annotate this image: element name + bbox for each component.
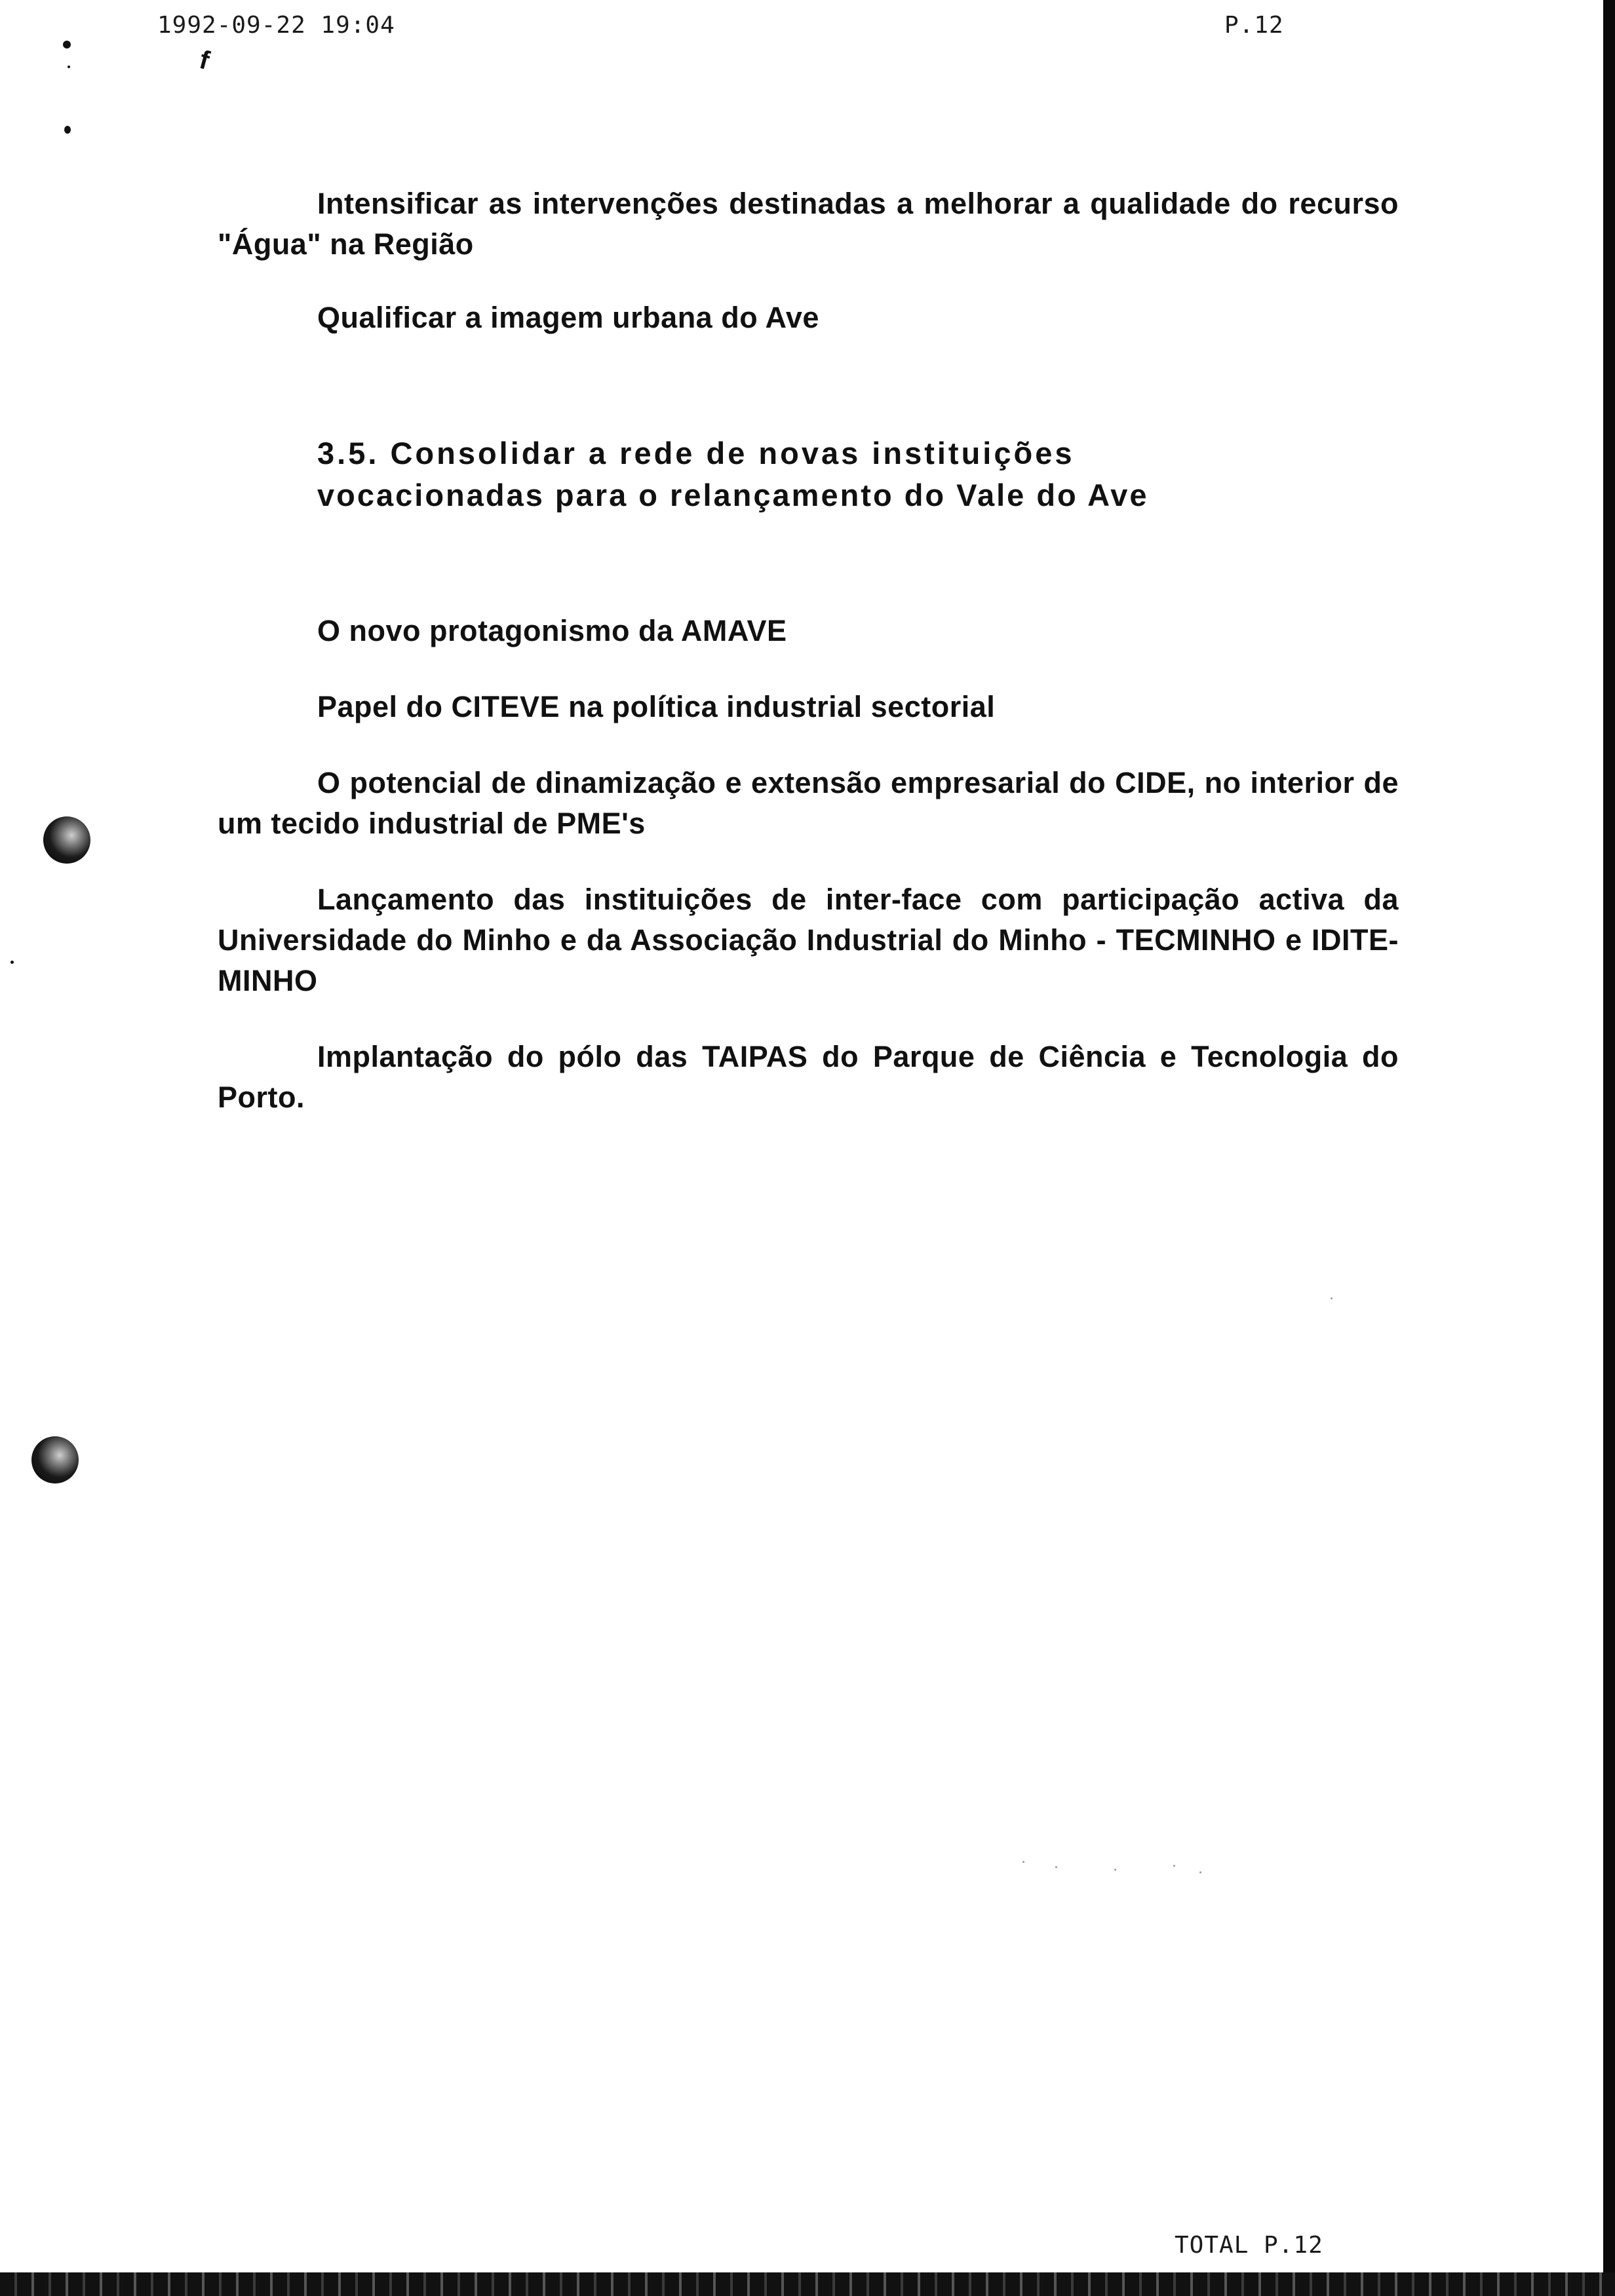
scan-edge-bottom (0, 2272, 1615, 2296)
section-heading-line1: 3.5. Consolidar a rede de novas instituições (317, 436, 1075, 470)
paragraph-taipas: Implantação do pólo das TAIPAS do Parque de Ciência e Tecnologia do Porto. (218, 1040, 1399, 1114)
document-body (218, 183, 1399, 1118)
fax-header (0, 9, 1615, 48)
margin-dot-3 (64, 126, 71, 134)
scan-edge-right (1603, 0, 1615, 2296)
margin-dot-2 (68, 66, 70, 68)
paragraph-urban-image: Qualificar a imagem urbana do Ave (317, 301, 819, 334)
scan-speck (1114, 1869, 1116, 1871)
fax-total-pages: TOTAL P.12 (1175, 2232, 1323, 2259)
section-heading-line2: vocacionadas para o relançamento do Vale do Ave (317, 478, 1149, 512)
paragraph-cide: O potencial de dinamização e extensão empresarial do CIDE, no interior de um tecido industrial de PME's (218, 766, 1399, 840)
scan-speck (1331, 1297, 1333, 1299)
margin-dot-4 (10, 961, 14, 964)
fax-page-number: P.12 (1224, 12, 1284, 39)
paragraph-water-quality: Intensificar as intervenções destinadas a melhorar a qualidade do recurso "Água" na Região (218, 187, 1399, 261)
section-heading (218, 432, 1399, 516)
fax-datetime: 1992-09-22 19:04 (157, 12, 395, 39)
paragraph-interface-institutions: Lançamento das instituições de inter-face com participação activa da Universidade do Minho e da Associação Industrial do Minho - TECMINHO e IDITE-MINHO (218, 883, 1399, 997)
scan-speck (1199, 1871, 1201, 1873)
handwritten-mark: f (196, 45, 212, 75)
scan-speck (1022, 1861, 1024, 1863)
scan-speck (1055, 1866, 1057, 1868)
punch-hole-lower (31, 1436, 79, 1483)
scan-speck (1173, 1865, 1175, 1867)
punch-hole-upper (43, 816, 90, 864)
paragraph-amave: O novo protagonismo da AMAVE (317, 614, 787, 647)
paragraph-citeve: Papel do CITEVE na política industrial sectorial (317, 690, 996, 723)
